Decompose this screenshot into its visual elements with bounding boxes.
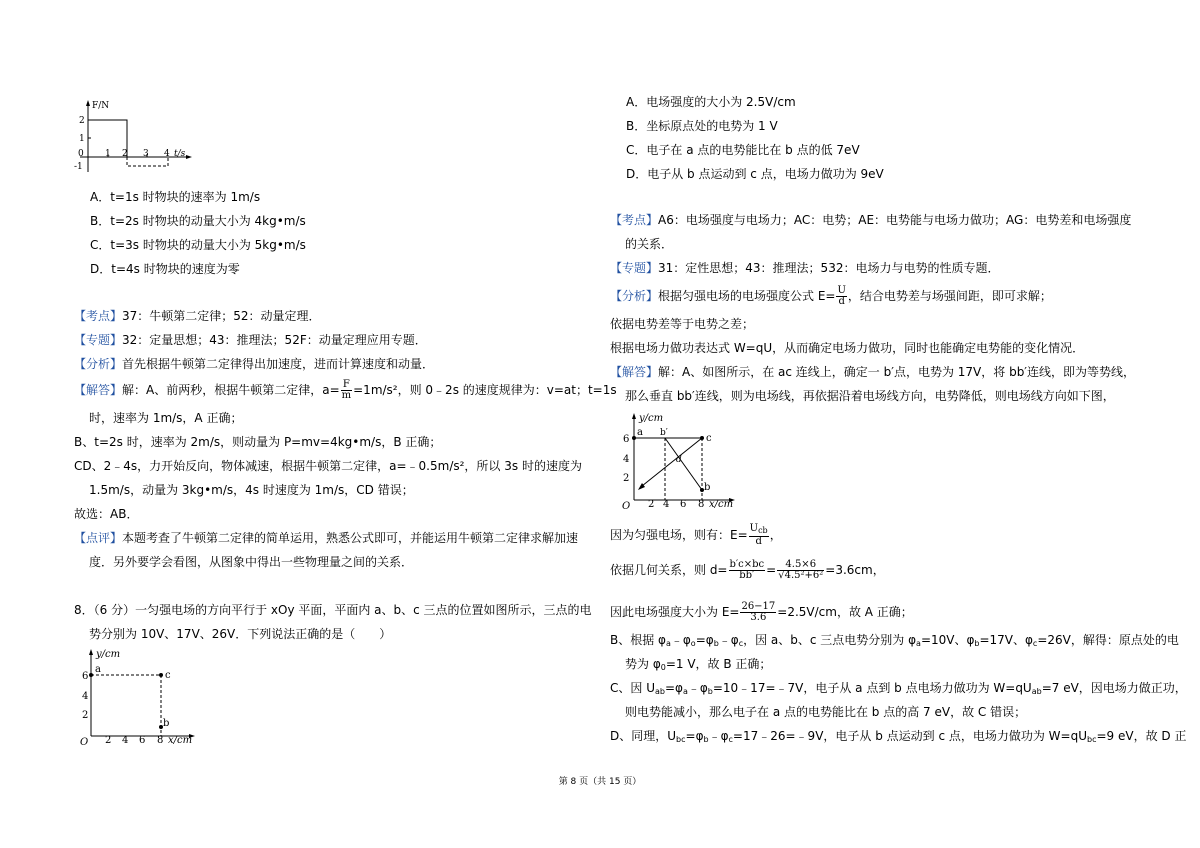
t-tick-1: 1 [105,149,111,159]
fig3-origin: O [622,501,631,510]
fig3-point-bprime: b′ [660,428,668,438]
fig2-y-tick-6: 6 [82,671,89,682]
fig3-x-tick-4: 4 [663,499,670,510]
t-tick-4: 4 [164,149,170,159]
fraction-d-geometry: $\frac{b'c\times bc}{bb'}$ [729,559,765,581]
fig2-y-tick-4: 4 [82,691,89,702]
t-axis-label: t/s [174,149,186,159]
fig3-point-d: d [676,455,682,465]
fig3-y-tick-6: 6 [623,434,630,445]
q8-zhuanti: 【专题】31：定性思想；43：推理法；532：电场力与电势的性质专题． [610,261,1000,275]
fig3-y-tick-2: 2 [623,473,630,484]
fig2-origin: O [80,737,89,746]
jieda-tag: 【解答】 [74,383,123,397]
q8-jieda-b: B、根据 $\varphi_a﹣\varphi_o=\varphi_b﹣\varphi_c$，因 a、b、c 三点电势分别为 $\varphi_a=10V$、$\varphi_b=17V$、$\varphi_c=26V$，解得：原点处的电 [610,633,1179,648]
q7-jieda-cd: CD、2﹣4s，力开始反向，物体减速，根据牛顿第二定律，a=﹣0.5m/s²，所以 3s 时的速度为 [74,459,582,473]
field-construction-graph [612,410,744,510]
q8-stem-cont: 势分别为 10V、17V、26V．下列说法正确的是（ ） [89,627,392,641]
f-axis-label: F/N [92,101,110,111]
q8-kaodian: 【考点】A6：电场强度与电场力；AC：电势；AE：电势能与电场力做功；AG：电势差和电场强度 [610,213,1132,227]
q7-option-d: D．t=4s 时物块的速度为零 [90,262,240,276]
f-tick-1: 1 [79,134,85,144]
q8-kaodian-cont: 的关系． [625,237,674,251]
q7-dianping-cont: 度．另外要学会看图，从图象中得出一些物理量之间的关系． [89,555,414,569]
field-points-graph [72,646,202,746]
kaodian-tag: 【考点】 [610,213,659,227]
q7-option-b: B．t=2s 时物块的动量大小为 4kg•m/s [90,214,306,228]
q8-jieda-d: D、同理，$U_{bc}=\varphi_b﹣\varphi_c=17﹣26=﹣9V$，电子从 b 点运动到 c 点，电场力做功为 $W=qU_{bc}=9$ eV，故 D 正 [610,729,1187,744]
q8-jieda: 【解答】解：A、如图所示，在 ac 连线上，确定一 b′点，电势为 17V，将 bb′连线，即为等势线， [610,365,1136,379]
fig3-x-tick-8: 8 [698,499,705,510]
zhuanti-tag: 【专题】 [610,261,659,275]
fig3-point-c: c [706,433,712,444]
fraction-f-over-m: $\frac{F}{m}$ [341,379,352,401]
q8-fenxi: 【分析】根据匀强电场的电场强度公式 E= $\frac{U}{d}$ ，结合电势差与场强间距，即可求解； [610,285,1052,307]
q8-jieda-b-cont: 势为 $\varphi_0=1$ V，故 B 正确； [625,657,772,672]
q7-jieda-a-cont: 时，速率为 1m/s，A 正确； [89,411,243,425]
q7-dianping: 【点评】本题考查了牛顿第二定律的简单运用，熟悉公式即可，并能运用牛顿第二定律求解加速 [74,531,579,545]
fig3-x-tick-6: 6 [680,499,687,510]
fig2-x-tick-2: 2 [105,735,112,746]
q8-geometry-line: 依据几何关系，则 d= $\frac{b'c\times bc}{bb'}$ = $\frac{4.5\times 6}{\text{√4.5²+6²}}$ =3.6cm， [610,559,885,581]
q8-stem: 8．（6 分）一匀强电场的方向平行于 xOy 平面，平面内 a、b、c 三点的位置如图所示，三点的电 [74,603,592,617]
q8-option-a: A．电场强度的大小为 2.5V/cm [626,95,796,109]
q7-jieda-b: B、t=2s 时，速率为 2m/s，则动量为 P=mv=4kg•m/s，B 正确； [74,435,442,449]
zhuanti-tag: 【专题】 [74,333,123,347]
fraction-ucb-over-d: $\frac{U_{cb}}{d}$ [749,523,768,547]
q7-option-c: C．t=3s 时物块的动量大小为 5kg•m/s [90,238,306,252]
fig2-point-b: b [163,718,170,729]
q7-jieda-cd-cont: 1.5m/s，动量为 3kg•m/s，4s 时速度为 1m/s，CD 错误； [89,483,414,497]
fig3-x-tick-2: 2 [648,499,655,510]
fig3-y-tick-4: 4 [623,454,630,465]
t-tick-3: 3 [143,149,149,159]
q7-kaodian: 【考点】37：牛顿第二定律；52：动量定理． [74,309,321,323]
q8-jieda-c-cont: 则电势能减小，那么电子在 a 点的电势能比在 b 点的高 7 eV，故 C 错误； [625,705,1027,719]
fig2-point-a: a [95,664,101,675]
q8-jieda-c: C、因 $U_{ab}=\varphi_a﹣\varphi_b=10﹣17=﹣7V$，电子从 a 点到 b 点电场力做功为 $W=qU_{ab}=7$ eV，因电场力做正功， [610,681,1187,696]
fig2-x-tick-6: 6 [139,735,146,746]
fig3-x-label: x/cm [709,499,734,510]
q7-answer: 故选：AB． [74,507,139,521]
q8-option-c: C．电子在 a 点的电势能比在 b 点的低 7eV [626,143,860,157]
fraction-u-over-d: $\frac{U}{d}$ [837,285,846,307]
fig2-x-label: x/cm [168,735,193,746]
t-tick-2: 2 [122,149,128,159]
q8-option-d: D．电子从 b 点运动到 c 点，电场力做功为 9eV [626,167,884,181]
q7-jieda-a: 【解答】解：A、前两秒，根据牛顿第二定律，a= $\frac{F}{m}$ =1m/s²，则 0﹣2s 的速度规律为：v=at；t=1s [74,379,617,401]
q7-fenxi: 【分析】首先根据牛顿第二定律得出加速度，进而计算速度和动量． [74,357,435,371]
fenxi-tag: 【分析】 [610,289,659,303]
kaodian-tag: 【考点】 [74,309,123,323]
t-tick-0: 0 [78,149,84,159]
fig3-point-b: b [704,482,711,493]
page-footer: 第 8 页（共 15 页） [558,777,642,787]
fig2-y-tick-2: 2 [82,710,89,721]
fig2-x-tick-4: 4 [122,735,129,746]
fig2-x-tick-8: 8 [157,735,164,746]
f-tick-2: 2 [79,116,85,126]
fig3-y-label: y/cm [639,413,664,424]
fig2-point-c: c [165,670,171,681]
fraction-d-numeric: $\frac{4.5\times 6}{\text{√4.5²+6²}}$ [778,559,824,581]
q8-e-calc-line: 因此电场强度大小为 E= $\frac{26-17}{3.6}$ =2.5V/cm，故 A 正确； [610,601,913,623]
fig2-y-label: y/cm [96,649,121,660]
force-time-graph [70,96,200,178]
fraction-e-numeric: $\frac{26-17}{3.6}$ [741,601,776,623]
q8-yiju-2: 根据电场力做功表达式 W=qU，从而确定电场力做功，同时也能确定电势能的变化情况． [610,341,1085,355]
q8-yiju-1: 依据电势差等于电势之差； [610,317,755,331]
fig3-point-a: a [637,427,643,438]
q7-zhuanti: 【专题】32：定量思想；43：推理法；52F：动量定理应用专题． [74,333,427,347]
q7-option-a: A．t=1s 时物块的速率为 1m/s [90,190,261,204]
fenxi-tag: 【分析】 [74,357,123,371]
q8-ucb-line: 因为匀强电场，则有：E= $\frac{U_{cb}}{d}$ ， [610,523,782,547]
jieda-tag: 【解答】 [610,365,659,379]
q8-option-b: B．坐标原点处的电势为 1 V [626,119,778,133]
dianping-tag: 【点评】 [74,531,123,545]
q8-jieda-cont: 那么垂直 bb′连线，则为电场线，再依据沿着电场线方向，电势降低，则电场线方向如下图， [625,389,1115,403]
f-tick-neg1: -1 [74,162,83,172]
